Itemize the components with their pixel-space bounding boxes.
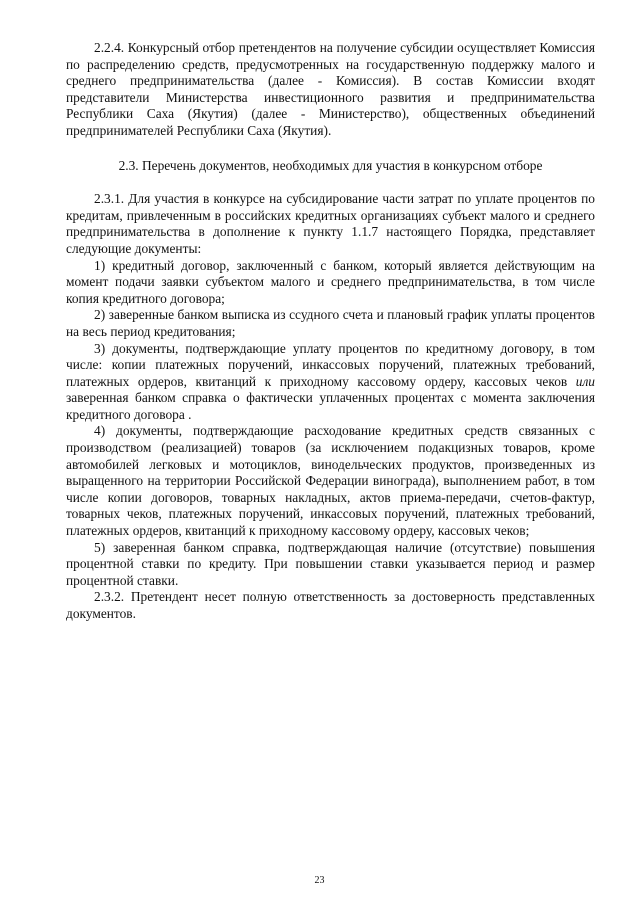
paragraph-2-3-2: 2.3.2. Претендент несет полную ответственность за достоверность представленных документов.: [66, 589, 595, 621]
page-number: 23: [314, 875, 325, 886]
list-item-2: 2) заверенные банком выписка из ссудного счета и плановый график уплаты процентов на весь период кредитования;: [66, 307, 595, 339]
paragraph-2-2-4: 2.2.4. Конкурсный отбор претендентов на получение субсидии осуществляет Комиссия по распределению средств, предусмотренных на государственную поддержку малого и среднего предпринимательства (далее - Комиссия). В состав Комиссии входят представители Министерства инвестиционного развития и предпринимательства Республики Саха (Якутия) (далее - Министерство), общественных объединений предпринимателей Республики Саха (Якутия).: [66, 40, 595, 138]
list-item-1: 1) кредитный договор, заключенный с банком, который является действующим на момент подачи заявки субъектом малого и среднего предпринимательства, в том числе копия кредитного договора;: [66, 257, 595, 306]
list-item-3-text-start: 3) документы, подтверждающие уплату процентов по кредитному договору, в том числе: копии платежных поручений, инкассовых поручений, платежных требований, платежных ордеров, квитанций к приходному кассовому ордеру, кассовых чеков: [66, 340, 595, 389]
document-page: [66, 40, 595, 623]
list-item-3-italic-word: или: [575, 373, 595, 389]
list-item-5: 5) заверенная банком справка, подтверждающая наличие (отсутствие) повышения процентной ставки по кредиту. При повышении ставки указывается период и размер процентной ставки.: [66, 539, 595, 588]
list-item-4: 4) документы, подтверждающие расходование кредитных средств связанных с производством (реализацией) товаров (за исключением подакцизных товаров, кроме автомобилей легковых и мотоциклов, винодельческих продуктов, произведенных из выращенного на территории Российской Федерации винограда), выполнением работ, в том числе копии договоров, товарных накладных, актов приема-передачи, счетов-фактур, товарных чеков, платежных поручений, инкассовых поручений, платежных требований, платежных ордеров, квитанций к приходному кассовому ордеру, кассовых чеков;: [66, 423, 595, 539]
list-item-3-text-end: заверенная банком справка о фактически уплаченных процентах с момента заключения кредитного договора .: [66, 390, 595, 422]
section-heading-2-3: 2.3. Перечень документов, необходимых для участия в конкурсном отборе: [118, 157, 543, 173]
list-item-3: [66, 341, 595, 424]
paragraph-2-3-1: 2.3.1. Для участия в конкурсе на субсидирование части затрат по уплате процентов по кредитам, привлеченным в российских кредитных организациях субъект малого и среднего предпринимательства в дополнение к пункту 1.1.7 настоящего Порядка, представляет следующие документы:: [66, 191, 595, 256]
